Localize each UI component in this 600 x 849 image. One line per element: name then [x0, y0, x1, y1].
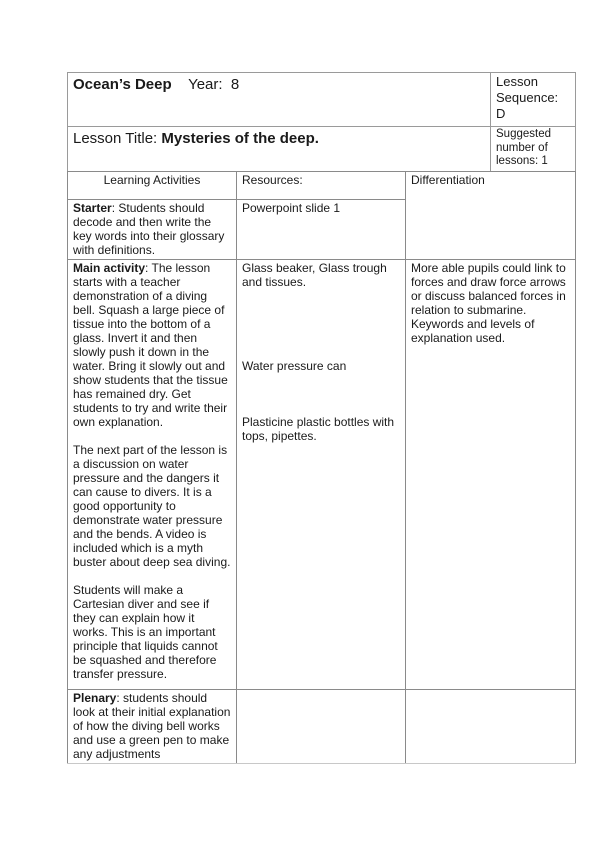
sequence-label: Lesson Sequence:	[496, 74, 559, 105]
main-resources-cell	[237, 259, 406, 689]
unit-title-cell	[68, 73, 491, 127]
resource-glass-beaker: Glass beaker, Glass trough and tissues.	[242, 260, 387, 289]
plenary-resources-cell	[237, 689, 406, 763]
plenary-text: : students should look at their initial explanation of how the diving bell works and use a green pen to make any adjustments	[73, 690, 231, 761]
lesson-title-label: Lesson Title:	[73, 130, 158, 147]
starter-label: Starter	[73, 200, 112, 215]
column-header-differentiation: Differentiation	[406, 171, 576, 259]
lesson-sequence-cell	[491, 73, 576, 127]
main-differentiation-cell: More able pupils could link to forces and draw force arrows or discuss balanced forces in relation to submarine. Keywords and levels of explanation used.	[406, 259, 576, 689]
column-header-resources: Resources:	[237, 171, 406, 199]
year-value: 8	[230, 76, 240, 93]
main-activity-text-3: Students will make a Cartesian diver and see if they can explain how it works. This is an important principle that liquids cannot be squashed and therefore transfer pressure.	[73, 582, 218, 681]
suggested-label: Suggested number of lessons:	[496, 128, 551, 167]
lesson-header-table	[67, 72, 576, 172]
lesson-title-cell	[68, 127, 491, 172]
resource-cartesian-diver: Plasticine plastic bottles with tops, pipettes.	[242, 414, 395, 443]
unit-title: Ocean’s Deep	[73, 76, 172, 93]
main-activity-label: Main activity	[73, 260, 146, 275]
plenary-label: Plenary	[73, 690, 117, 705]
sequence-value: D	[496, 106, 506, 121]
lesson-title: Mysteries of the deep.	[161, 130, 319, 147]
starter-resource: Powerpoint slide 1	[237, 199, 406, 259]
resource-water-pressure-can: Water pressure can	[242, 358, 347, 373]
main-activity-text-2: The next part of the lesson is a discussion on water pressure and the dangers it can cause to divers. It is a good opportunity to demonstrate water pressure and the bends. A video is included which is a myth buster about deep sea diving.	[73, 442, 231, 569]
column-header-activities: Learning Activities	[68, 171, 237, 199]
suggested-lessons-cell	[491, 127, 576, 172]
lesson-plan	[67, 72, 575, 764]
starter-text: : Students should decode and then write the key words into their glossary with definitions.	[73, 200, 225, 257]
starter-cell	[68, 199, 237, 259]
activities-table	[67, 171, 576, 764]
suggested-value: 1	[541, 155, 548, 167]
main-activity-cell	[68, 259, 237, 689]
main-activity-text-1: : The lesson starts with a teacher demonstration of a diving bell. Squash a large piece of tissue into the bottom of a glass. Invert it and then slowly push it down in the water. Bring it slowly out and show students that the tissue has remained dry. Get students to try and write their own explanation.	[73, 260, 228, 429]
plenary-cell	[68, 689, 237, 763]
year-label: Year:	[188, 76, 223, 93]
plenary-differentiation-cell	[406, 689, 576, 763]
